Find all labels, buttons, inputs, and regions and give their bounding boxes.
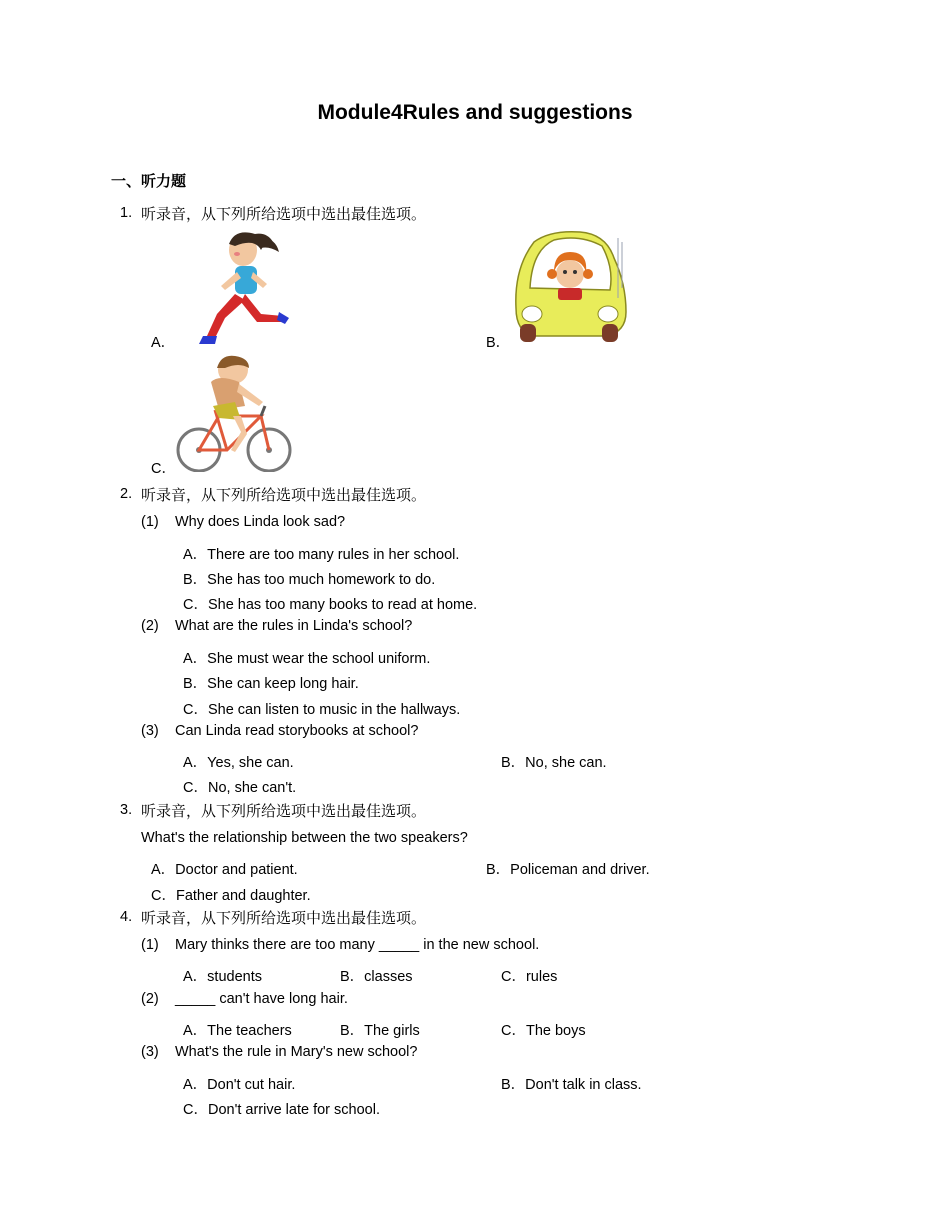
question-instruction: 听录音，从下列所给选项中选出最佳选项。 [141,205,427,223]
sub-question-number: (2) [141,618,159,634]
answer-option: C．Father and daughter. [151,888,311,904]
option-letter: B． [486,335,511,351]
running-girl-image [195,228,291,346]
answer-option: A．Don't cut hair. [183,1077,296,1093]
answer-option: A．She must wear the school uniform. [183,651,431,667]
section-heading: 一、听力题 [111,172,187,190]
answer-option: C．rules [501,969,558,985]
answer-option: B．Policeman and driver. [486,862,650,878]
answer-option: A．Doctor and patient. [151,862,298,878]
bicycle-boy-image [175,354,293,472]
answer-option: B．She can keep long hair. [183,676,359,692]
answer-option: C．Don't arrive late for school. [183,1102,380,1118]
sub-question-number: (2) [141,991,159,1007]
sub-question-number: (1) [141,937,159,953]
question-number: 1. [120,205,133,221]
question-instruction: 听录音，从下列所给选项中选出最佳选项。 [141,802,427,820]
sub-question-text: _____ can't have long hair. [175,991,348,1007]
answer-option: B．She has too much homework to do. [183,572,436,588]
question-instruction: 听录音，从下列所给选项中选出最佳选项。 [141,486,427,504]
answer-option: B．No, she can. [501,755,607,771]
answer-option: A．There are too many rules in her school. [183,547,460,563]
question-instruction: 听录音，从下列所给选项中选出最佳选项。 [141,909,427,927]
page-title: Module4Rules and suggestions [317,101,633,124]
sub-question-text: Why does Linda look sad? [175,514,346,530]
question-number: 3. [120,802,133,818]
answer-option: C．She has too many books to read at home. [183,597,478,613]
answer-option: A．students [183,969,262,985]
answer-option: A．The teachers [183,1023,292,1039]
answer-option: A．Yes, she can. [183,755,294,771]
sub-question-text: What's the rule in Mary's new school? [175,1044,418,1060]
answer-option: C．The boys [501,1023,586,1039]
sub-question-text: Can Linda read storybooks at school? [175,723,419,739]
option-letter: C． [151,461,176,477]
answer-option: C．No, she can't. [183,780,297,796]
answer-option: B．The girls [340,1023,420,1039]
car-driver-image [510,228,628,346]
sub-question-number: (1) [141,514,159,530]
answer-option: B．classes [340,969,413,985]
sub-question-number: (3) [141,1044,159,1060]
question-text: What's the relationship between the two speakers? [141,830,468,846]
sub-question-number: (3) [141,723,159,739]
question-number: 2. [120,486,133,502]
sub-question-text: What are the rules in Linda's school? [175,618,413,634]
answer-option: B．Don't talk in class. [501,1077,642,1093]
option-letter: A． [151,335,176,351]
answer-option: C．She can listen to music in the hallways. [183,702,461,718]
sub-question-text: Mary thinks there are too many _____ in the new school. [175,937,540,953]
question-number: 4. [120,909,133,925]
